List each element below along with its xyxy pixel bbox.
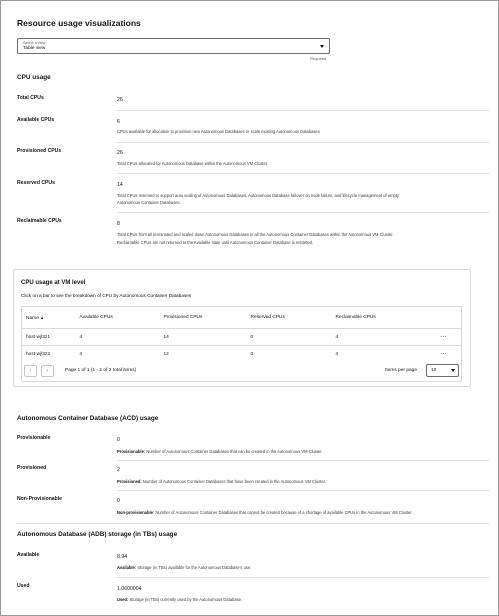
items-per-page-value: 10	[431, 368, 437, 373]
provisioned-cpus-label: Provisioned CPUs	[17, 148, 62, 154]
cell-reclaimable: 4	[335, 351, 339, 357]
provisioned-acd-label: Provisioned	[17, 465, 47, 471]
column-header-name[interactable]: Name ▲	[22, 307, 76, 329]
column-header-actions	[437, 307, 462, 329]
column-header-reserved-cpus: Reserved CPUs	[247, 307, 332, 329]
storage-used-description: Used: Storage (in TBs) currently used by the Autonomous Database.	[117, 597, 243, 602]
divider	[117, 142, 489, 143]
page-title: Resource usage visualizations	[17, 18, 141, 28]
storage-available-description: Available: Storage (in TBs) available for the Autonomous Database's use.	[117, 565, 252, 570]
reclaimable-cpus-description-cont: Reclaimable CPUs are not returned to the Available state until Autonomous Container Database is restarted.	[117, 240, 314, 245]
reclaimable-cpus-value: 8	[117, 221, 120, 227]
non-provisionable-label: Non-Provisionable	[17, 496, 63, 502]
reserved-cpus-description: Total CPUs reserved to support auto scaling of Autonomous Databases, Autonomous Database failover on node failure, and lifecycle management of empty	[117, 193, 399, 198]
cell-name: host-wjl3z2	[26, 351, 50, 357]
chevron-down-icon	[320, 45, 324, 48]
vm-level-hint: Click on a bar to see the breakdown of CPU by Autonomous Container Databases	[21, 293, 192, 298]
reserved-cpus-value: 14	[117, 182, 123, 188]
storage-available-value: 8.94	[117, 554, 128, 560]
adb-storage-heading: Autonomous Database (ADB) storage (in TBs) usage	[17, 531, 178, 538]
pagination-text: Page 1 of 1 (1 - 2 of 2 total items)	[65, 368, 137, 373]
divider	[117, 212, 489, 213]
next-page-button[interactable]: ›	[41, 365, 54, 377]
available-cpus-label: Available CPUs	[17, 117, 55, 123]
required-label: Required	[310, 56, 327, 61]
row-actions-icon[interactable]: ···	[440, 351, 447, 357]
storage-available-label: Available	[17, 552, 40, 558]
reserved-cpus-label: Reserved CPUs	[17, 180, 55, 186]
provisioned-acd-value: 2	[117, 467, 120, 473]
divider	[17, 523, 489, 524]
provisionable-label: Provisionable	[17, 435, 51, 441]
reclaimable-cpus-label: Reclaimable CPUs	[17, 218, 62, 224]
cell-reclaimable: 4	[332, 329, 437, 346]
cell-provisioned: 14	[160, 329, 247, 346]
previous-page-button[interactable]: ‹	[24, 365, 37, 377]
provisioned-cpus-description: Total CPUs allocated for Autonomous Database within the Autonomous VM Cluster.	[117, 161, 269, 166]
column-header-provisioned-cpus: Provisioned CPUs	[160, 307, 247, 329]
row-actions-icon[interactable]: ···	[437, 329, 462, 346]
view-select-caption: Select a view	[23, 41, 46, 45]
provisionable-value: 0	[117, 437, 120, 443]
cell-reserved: 0	[250, 351, 254, 357]
chevron-down-icon	[451, 369, 455, 372]
storage-used-label: Used	[17, 583, 30, 589]
storage-used-value: 1.0600004	[117, 586, 142, 592]
provisionable-description: Provisionable: Number of Autonomous Container Databases that can be created in the Autonomous VM Cluster.	[117, 449, 323, 454]
divider	[117, 110, 489, 111]
divider	[117, 173, 489, 174]
view-select-value: Table view	[23, 46, 46, 51]
divider	[117, 577, 489, 578]
provisioned-cpus-value: 26	[117, 150, 123, 156]
cell-provisioned: 12	[163, 351, 169, 357]
sort-ascending-icon[interactable]: ▲	[40, 314, 45, 320]
provisioned-acd-description: Provisioned: Number of Autonomous Container Databases that have been created in the Autonomous VM Cluster.	[117, 479, 326, 484]
vm-cpu-table	[21, 306, 462, 363]
table-row[interactable]	[22, 329, 462, 346]
column-header-reclaimable-cpus: Reclaimable CPUs	[332, 307, 437, 329]
column-header-available-cpus: Available CPUs	[76, 307, 160, 329]
cell-name: host-wjl3z1	[22, 329, 76, 346]
divider	[117, 490, 489, 491]
total-cpus-label: Total CPUs	[17, 95, 44, 101]
table-row[interactable]	[22, 346, 462, 363]
items-per-page-select[interactable]	[426, 364, 459, 377]
table-header-row	[22, 307, 462, 329]
acd-usage-heading: Autonomous Container Database (ACD) usage	[17, 415, 159, 422]
total-cpus-value: 26	[117, 97, 123, 103]
vm-level-heading: CPU usage at VM level	[21, 280, 86, 286]
divider	[117, 460, 489, 461]
items-per-page-label: Items per page	[385, 368, 417, 373]
available-cpus-description: CPUs available for allocation to provision new Autonomous Databases or scale existing Autonomous Databases	[117, 129, 320, 134]
cpu-usage-heading: CPU usage	[17, 74, 51, 81]
view-select[interactable]	[17, 38, 330, 54]
cell-reserved: 0	[247, 329, 332, 346]
non-provisionable-value: 0	[117, 498, 120, 504]
cell-available: 4	[79, 351, 83, 357]
reserved-cpus-description-cont: Autonomous Container Databases.	[117, 200, 181, 205]
non-provisionable-description: Non-provisionable: Number of Autonomous Container Databases that cannot be created because of a shortage of available CPUs in the Autonomous VM Cluster.	[117, 510, 413, 515]
reclaimable-cpus-description: Total CPUs from all terminated and scaled down Autonomous Databases in all the Autonomous Container Databases within the Autonomous VM Cluster.	[117, 232, 394, 237]
available-cpus-value: 6	[117, 119, 120, 125]
cell-available: 4	[76, 329, 160, 346]
